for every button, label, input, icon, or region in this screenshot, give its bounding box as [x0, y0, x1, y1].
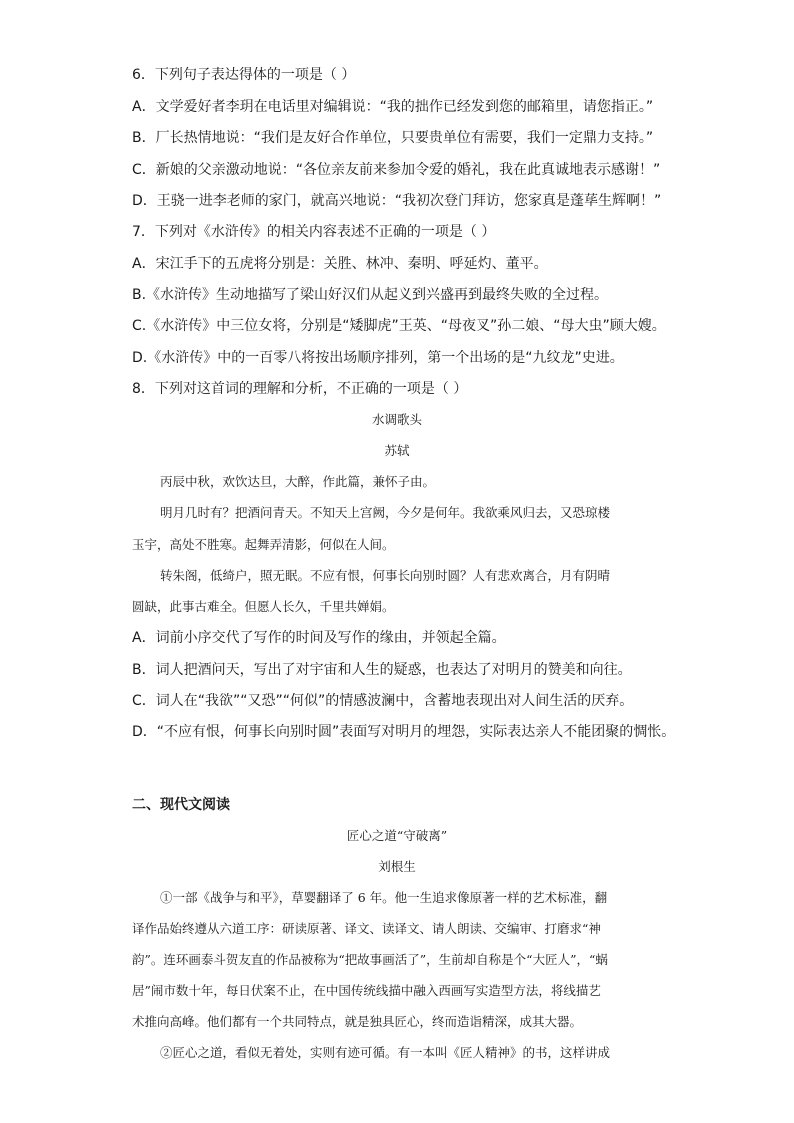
q6-option-d: D．王骁一进李老师的家门，就高兴地说：“我初次登门拜访，您家真是蓬荜生辉啊！”	[132, 193, 662, 209]
para1-line: 译作品始终遵从六道工序：研读原著、译文、读译文、请人朗读、交编审、打磨求“神	[132, 921, 601, 936]
poem-preface: 丙辰中秋，欢饮达旦，大醉，作此篇，兼怀子由。	[160, 474, 436, 489]
poem-stanza1-line1: 明月几时有？把酒问青天。不知天上宫阙，今夕是何年。我欲乘风归去，又恐琼楼	[160, 505, 611, 520]
q8-option-b: B．词人把酒问天，写出了对宇宙和人生的疑惑，也表达了对明月的赞美和向往。	[132, 662, 632, 678]
para2-line: ②匠心之道，看似无着处，实则有迹可循。有一本叫《匠人精神》的书，这样讲成	[160, 1045, 611, 1060]
poem-stanza1-line2: 玉宇，高处不胜寒。起舞弄清影，何似在人间。	[132, 537, 395, 552]
q8-option-a: A．词前小序交代了写作的时间及写作的缘由，并领起全篇。	[132, 630, 506, 646]
q8-option-d: D．“不应有恨，何事长向别时圆”表面写对明月的埋怨，实际表达亲人不能团聚的惆怅。	[132, 724, 676, 740]
q7-option-b: B.《水浒传》生动地描写了梁山好汉们从起义到兴盛再到最终失败的全过程。	[132, 287, 609, 303]
poem-title: 水调歌头	[371, 412, 422, 427]
article-title: 匠心之道“守破离”	[346, 828, 448, 843]
para1-line: ①一部《战争与和平》，草婴翻译了 6 年。他一生追求像原著一样的艺术标准，翻	[160, 890, 608, 905]
q6-option-c: C．新娘的父亲激动地说：“各位亲友前来参加令爱的婚礼，我在此真诚地表示感谢！”	[132, 162, 661, 178]
q6-stem: 6．下列句子表达得体的一项是（ ）	[132, 67, 356, 83]
para1-line: 术推向高峰。他们都有一个共同特点，就是独具匠心，终而造诣精深，成其大器。	[132, 1014, 583, 1029]
q6-option-a: A．文学爱好者李玥在电话里对编辑说：“我的拙作已经发到您的邮箱里，请您指正。”	[132, 99, 654, 115]
q7-stem: 7．下列对《水浒传》的相关内容表述不正确的一项是（ ）	[132, 224, 496, 240]
q7-option-a: A．宋江手下的五虎将分别是：关胜、林冲、秦明、呼延灼、董平。	[132, 256, 548, 272]
poem-author: 苏轼	[384, 443, 410, 458]
section-heading: 二、现代文阅读	[132, 797, 230, 813]
q8-option-c: C．词人在“我欲”“又恐”“何似”的情感波澜中，含蓄地表现出对人间生活的厌弃。	[132, 693, 634, 709]
q7-option-d: D.《水浒传》中的一百零八将按出场顺序排列，第一个出场的是“九纹龙”史进。	[132, 350, 624, 366]
q7-option-c: C.《水浒传》中三位女将，分别是“矮脚虎”王英、“母夜叉”孙二娘、“母大虫”顾大嫂。	[132, 318, 666, 334]
q8-stem: 8．下列对这首词的理解和分析，不正确的一项是（ ）	[132, 381, 468, 397]
article-author: 刘根生	[378, 859, 416, 874]
para1-line: 韵”。连环画泰斗贺友直的作品被称为“把故事画活了”，生前却自称是个“大匠人”，“蜗	[132, 952, 608, 967]
poem-stanza2-line2: 圆缺，此事古难全。但愿人长久，千里共婵娟。	[132, 599, 395, 614]
q6-option-b: B．厂长热情地说：“我们是友好合作单位，只要贵单位有需要，我们一定鼎力支持。”	[132, 130, 654, 146]
poem-stanza2-line1: 转朱阁，低绮户，照无眠。不应有恨，何事长向别时圆？人有悲欢离合，月有阴晴	[160, 568, 611, 583]
para1-line: 居”闹市数十年，每日伏案不止，在中国传统线描中融入西画写实造型方法，将线描艺	[132, 983, 601, 998]
